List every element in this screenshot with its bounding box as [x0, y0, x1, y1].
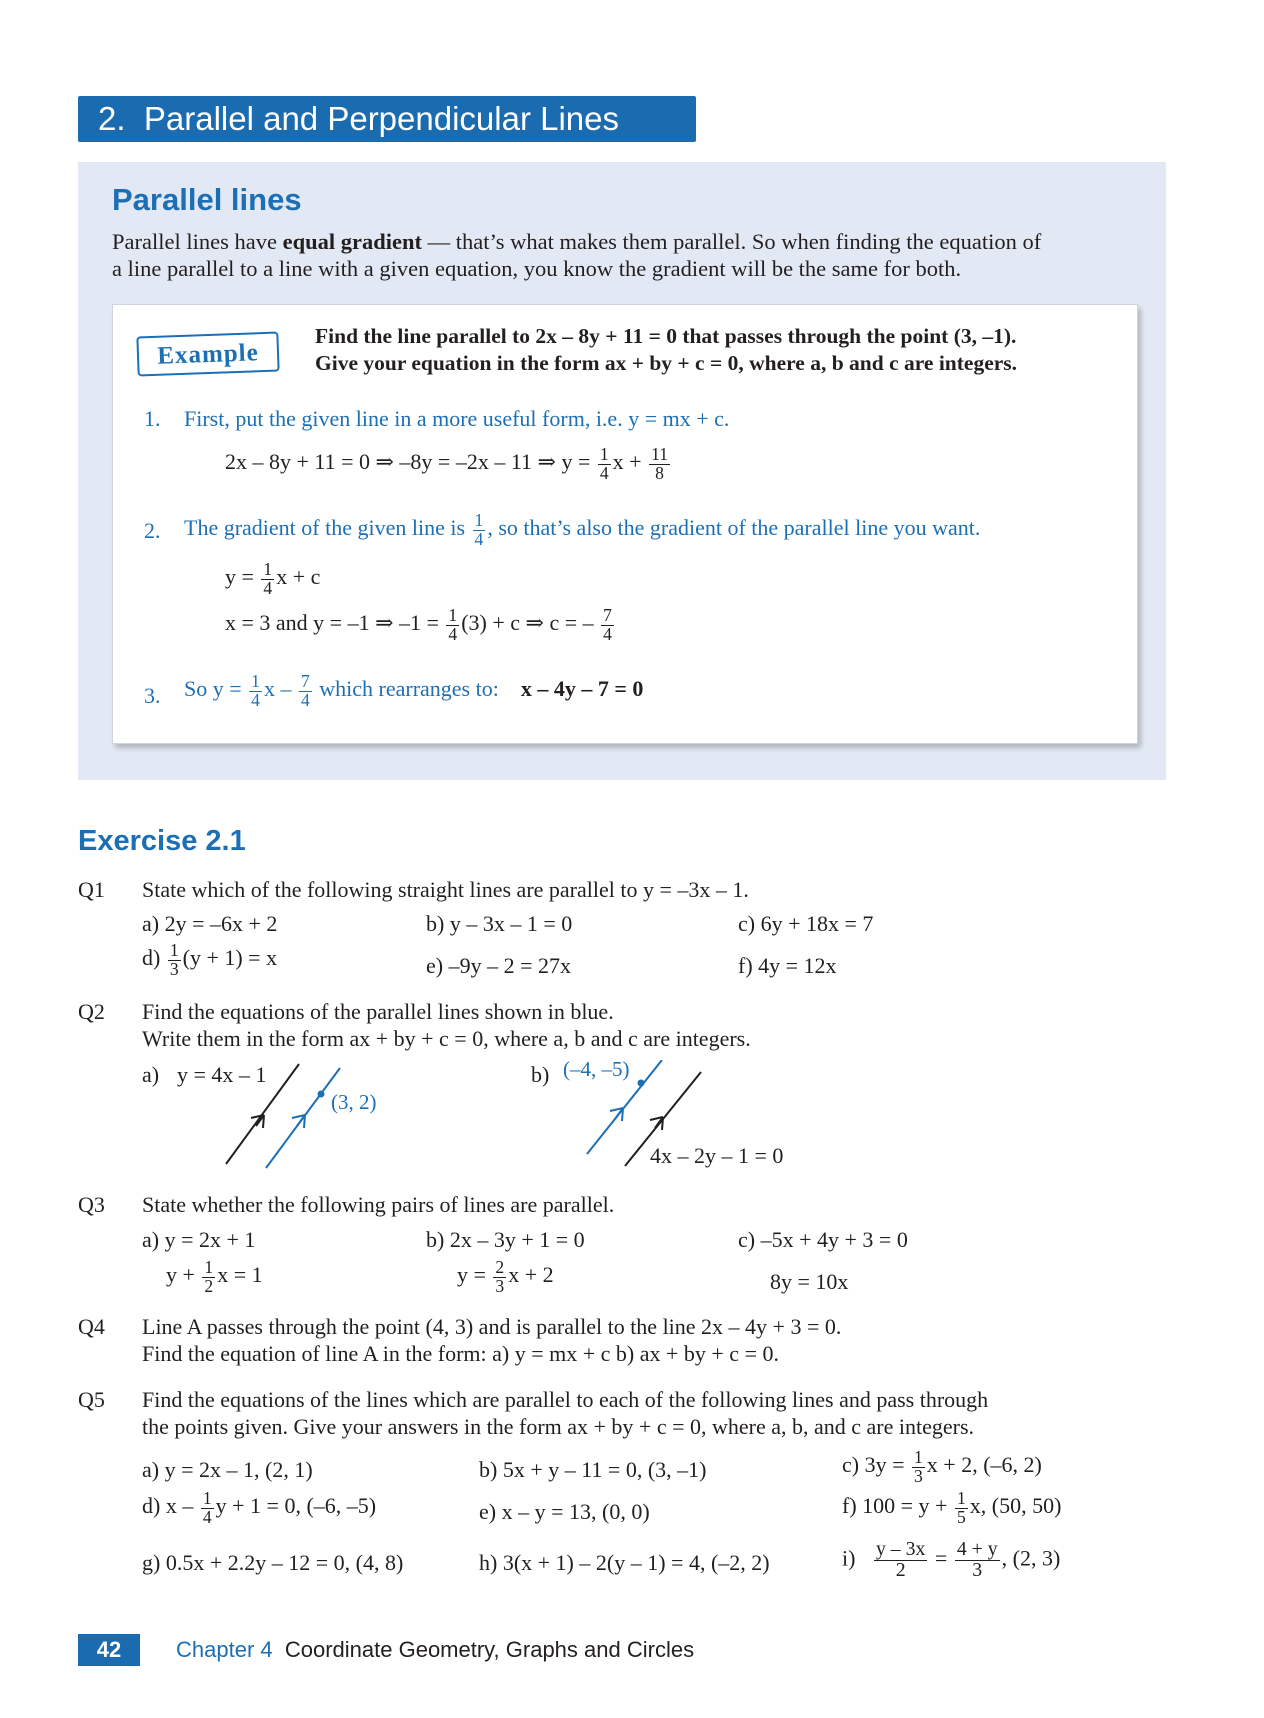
exercise-title: Exercise 2.1: [78, 825, 246, 857]
chapter-title: Coordinate Geometry, Graphs and Circles: [284, 1637, 695, 1662]
q5-i: [842, 1540, 1060, 1581]
step-1-number: 1.: [144, 406, 161, 431]
q5-h: h) 3(x + 1) – 2(y – 1) = 4, (–2, 2): [479, 1550, 770, 1575]
step-text: The gradient of the given line is: [184, 515, 466, 541]
denominator: 3: [914, 1465, 923, 1486]
intro-line-2: a line parallel to a line with a given equation, you know the gradient will be the same for both.: [112, 256, 962, 281]
q1-a: a) 2y = –6x + 2: [142, 911, 278, 936]
point-a: [318, 1091, 325, 1098]
numerator: 1: [202, 1488, 212, 1508]
q2-b-equation: 4x – 2y – 1 = 0: [650, 1143, 784, 1168]
item-text: , (2, 3): [1001, 1545, 1061, 1571]
q3-a-line-1: a) y = 2x + 1: [142, 1227, 256, 1252]
step-3-number: 3.: [144, 683, 161, 708]
fraction: [912, 1449, 925, 1485]
intro-line-1: [112, 229, 1041, 255]
item-text: y + 1 = 0, (–6, –5): [215, 1493, 377, 1519]
q1-c: c) 6y + 18x = 7: [738, 911, 874, 936]
fraction: [649, 446, 670, 482]
q4-label: Q4: [78, 1314, 105, 1339]
arrow-marker: [610, 1108, 623, 1121]
q2-label: Q2: [78, 999, 105, 1024]
equation-part: (3) + c ⇒ c = –: [461, 610, 594, 636]
denominator: 4: [202, 1506, 212, 1527]
item-text: (y + 1) = x: [182, 945, 278, 971]
denominator: 8: [655, 462, 664, 483]
intro-text: Parallel lines have: [112, 229, 283, 254]
numerator: 4 + y: [956, 1538, 998, 1560]
step-1-equation: [225, 446, 672, 482]
given-line-a: [226, 1064, 299, 1164]
intro-bold: equal gradient: [282, 229, 422, 254]
footer-chapter: [176, 1637, 694, 1663]
q2-diagram: [200, 1060, 800, 1175]
denominator: 2: [204, 1275, 214, 1296]
q1-text: State which of the following straight lines are parallel to y = –3x – 1.: [142, 877, 749, 902]
step-2-equation-1: [225, 561, 320, 597]
q5-e: e) x – y = 13, (0, 0): [479, 1499, 650, 1524]
example-stamp: Example: [136, 332, 279, 377]
item-label: d): [142, 945, 161, 971]
fraction: [249, 673, 262, 709]
fraction: [446, 607, 459, 643]
q4-line-2: Find the equation of line A in the form: a) y = mx + c b) ax + by + c = 0.: [142, 1341, 779, 1366]
section-number: 2.: [98, 100, 126, 137]
page-number: 42: [78, 1634, 140, 1666]
q1-d: [142, 942, 277, 978]
q2-a-point: (3, 2): [331, 1090, 377, 1114]
numerator: 1: [914, 1447, 923, 1467]
q5-b: b) 5x + y – 11 = 0, (3, –1): [479, 1457, 707, 1482]
numerator: 1: [474, 510, 484, 530]
denominator: 2: [895, 1558, 906, 1581]
denominator: 4: [599, 462, 609, 483]
q5-label: Q5: [78, 1387, 105, 1412]
example-question-line-2: Give your equation in the form ax + by + c = 0, where a, b and c are integers.: [315, 351, 1018, 375]
section-title: Parallel and Perpendicular Lines: [143, 100, 620, 137]
subsection-title: Parallel lines: [112, 182, 302, 217]
section-banner: [78, 96, 696, 142]
fraction: [201, 1490, 214, 1526]
numerator: 1: [263, 559, 273, 579]
fraction: [874, 1540, 927, 1581]
equation-part: x = 3 and y = –1 ⇒ –1 =: [225, 610, 439, 636]
numerator: 1: [204, 1257, 214, 1277]
item-text: d) x –: [142, 1493, 194, 1519]
numerator: 1: [956, 1488, 966, 1508]
numerator: y – 3x: [875, 1538, 926, 1560]
fraction: [261, 561, 274, 597]
q1-b: b) y – 3x – 1 = 0: [426, 911, 573, 936]
numerator: 2: [495, 1257, 505, 1277]
step-text: which rearranges to:: [319, 676, 499, 702]
item-text: c) 3y =: [842, 1452, 905, 1478]
numerator: 1: [169, 940, 179, 960]
item-text: x, (50, 50): [969, 1493, 1062, 1519]
item-text: f) 100 = y +: [842, 1493, 948, 1519]
q3-c-line-2: 8y = 10x: [770, 1269, 849, 1294]
equation-part: x + c: [276, 564, 321, 590]
q2-b-label: b): [531, 1062, 550, 1087]
q1-label: Q1: [78, 877, 105, 902]
denominator: 3: [169, 958, 179, 979]
equation-part: x = 1: [217, 1262, 263, 1288]
step-text: x –: [263, 676, 292, 702]
q2-line-2: Write them in the form ax + by + c = 0, where a, b and c are integers.: [142, 1026, 751, 1051]
arrow-marker: [292, 1115, 305, 1128]
denominator: 3: [495, 1275, 505, 1296]
denominator: 4: [474, 528, 484, 549]
q5-g: g) 0.5x + 2.2y – 12 = 0, (4, 8): [142, 1550, 404, 1575]
numerator: 7: [300, 671, 310, 691]
q5-d: [142, 1490, 376, 1526]
fraction: [598, 446, 611, 482]
point-b: [638, 1080, 645, 1087]
fraction: [202, 1259, 215, 1295]
example-question-line-1: Find the line parallel to 2x – 8y + 11 = 0 that passes through the point (3, –1).: [315, 324, 1017, 348]
equation-part: x + 2: [508, 1262, 554, 1288]
q2-b-point: (–4, –5): [563, 1057, 630, 1081]
step-2-number: 2.: [144, 518, 161, 543]
q1-e: e) –9y – 2 = 27x: [426, 953, 571, 978]
q3-b-line-1: b) 2x – 3y + 1 = 0: [426, 1227, 585, 1252]
q5-line-2: the points given. Give your answers in the form ax + by + c = 0, where a, b, and c are integers.: [142, 1414, 975, 1439]
step-text: , so that’s also the gradient of the parallel line you want.: [487, 515, 981, 541]
q5-a: a) y = 2x – 1, (2, 1): [142, 1457, 313, 1482]
numerator: 1: [599, 444, 609, 464]
chapter-label: Chapter 4: [176, 1637, 273, 1662]
denominator: 5: [956, 1506, 966, 1527]
fraction: [299, 673, 312, 709]
equation-part: x +: [612, 449, 642, 475]
equation-part: y =: [457, 1262, 486, 1288]
q4-line-1: Line A passes through the point (4, 3) and is parallel to the line 2x – 4y + 3 = 0.: [142, 1314, 842, 1339]
item-label: i): [842, 1545, 856, 1571]
numerator: 1: [448, 605, 458, 625]
fraction: [493, 1259, 506, 1295]
q2-a-label: a): [142, 1062, 160, 1087]
equation-part: y =: [225, 564, 254, 590]
q3-a-line-2: [166, 1259, 263, 1295]
step-2-text: [184, 512, 980, 548]
fraction: [601, 607, 614, 643]
q1-f: f) 4y = 12x: [738, 953, 837, 978]
denominator: 4: [300, 689, 310, 710]
numerator: 11: [651, 444, 669, 464]
fraction: [473, 512, 486, 548]
q2-a-equation: y = 4x – 1: [177, 1062, 267, 1087]
denominator: 3: [972, 1558, 983, 1581]
q5-line-1: Find the equations of the lines which are parallel to each of the following lines and pass through: [142, 1387, 989, 1412]
q3-c-line-1: c) –5x + 4y + 3 = 0: [738, 1227, 908, 1252]
denominator: 4: [251, 689, 260, 710]
step-3-answer: x – 4y – 7 = 0: [520, 676, 644, 702]
equation-part: 2x – 8y + 11 = 0 ⇒ –8y = –2x – 11 ⇒ y =: [225, 449, 591, 475]
step-2-equation-2: [225, 607, 616, 643]
blue-line-b: [587, 1060, 662, 1154]
q2-line-1: Find the equations of the parallel lines shown in blue.: [142, 999, 614, 1024]
q3-text: State whether the following pairs of lines are parallel.: [142, 1192, 615, 1217]
item-text: x + 2, (–6, 2): [926, 1452, 1042, 1478]
step-1-text: First, put the given line in a more useful form, i.e. y = mx + c.: [184, 406, 730, 431]
equation-part: y +: [166, 1262, 195, 1288]
fraction: [955, 1540, 1000, 1581]
q3-b-line-2: [457, 1259, 554, 1295]
step-text: So y =: [184, 676, 242, 702]
fraction: [955, 1490, 968, 1526]
numerator: 7: [603, 605, 612, 625]
equals-sign: =: [934, 1545, 948, 1571]
fraction: [168, 942, 181, 978]
step-3-text: [184, 673, 643, 709]
numerator: 1: [251, 671, 260, 691]
q5-c: [842, 1449, 1042, 1485]
denominator: 4: [263, 577, 273, 598]
denominator: 4: [603, 623, 612, 644]
q3-label: Q3: [78, 1192, 105, 1217]
denominator: 4: [448, 623, 458, 644]
intro-text: — that’s what makes them parallel. So when finding the equation of: [421, 229, 1042, 254]
q5-f: [842, 1490, 1061, 1526]
